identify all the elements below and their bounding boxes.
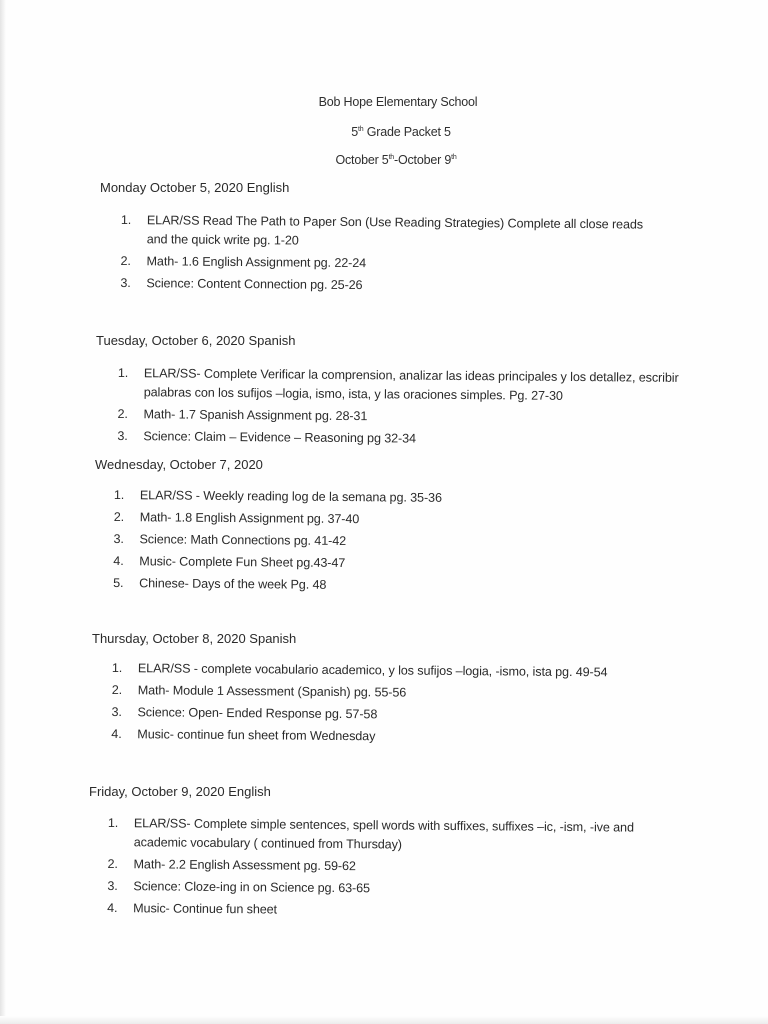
item-text: ELAR/SS- Complete simple sentences, spell words with suffixes, suffixes –ic, -ism, -ive and academic vocabulary ( continued from Thursday): [133, 816, 634, 852]
item-text: ELAR/SS Read The Path to Paper Son (Use Reading Strategies) Complete all close reads and the quick write pg. 1-20: [146, 213, 644, 248]
assignment-list-wednesday: [113, 486, 514, 599]
list-item: [113, 574, 513, 596]
item-number: 4.: [113, 553, 124, 569]
date-range-start-suffix: th: [388, 153, 395, 161]
item-text: Science: Cloze-ing in on Science pg. 63-65: [133, 879, 371, 896]
day-heading-tuesday: Tuesday, October 6, 2020 Spanish: [96, 333, 296, 348]
item-number: 1.: [111, 660, 123, 676]
item-text: Science: Claim – Evidence – Reasoning pg 32-34: [143, 429, 417, 446]
packet-grade-number: 5: [351, 125, 358, 139]
day-heading-friday: Friday, October 9, 2020 English: [89, 784, 271, 799]
packet-grade-text: Grade Packet 5: [363, 125, 451, 139]
list-item: [107, 899, 667, 923]
item-number: 2.: [111, 682, 123, 698]
item-number: 2.: [113, 509, 125, 525]
item-number: 1.: [117, 365, 129, 381]
list-item: [121, 211, 661, 254]
list-item: [112, 659, 672, 683]
item-number: 5.: [113, 575, 124, 591]
day-heading-thursday: Thursday, October 8, 2020 Spanish: [92, 631, 297, 646]
item-number: 3.: [120, 275, 131, 291]
item-number: 3.: [111, 704, 122, 720]
school-name: Bob Hope Elementary School: [318, 95, 478, 109]
list-item: [120, 252, 660, 276]
list-item: [114, 508, 514, 530]
item-text: Music- Complete Fun Sheet pg.43-47: [139, 554, 346, 571]
item-text: Math- 1.6 English Assignment pg. 22-24: [146, 254, 367, 271]
item-text: Music- continue fun sheet from Wednesday: [137, 727, 376, 744]
item-text: Music- Continue fun sheet: [133, 901, 278, 917]
item-number: 4.: [111, 726, 122, 742]
list-item: [107, 855, 667, 879]
assignment-list-thursday: [111, 659, 672, 752]
list-item: [120, 274, 660, 298]
day-heading-wednesday: Wednesday, October 7, 2020: [95, 457, 263, 472]
list-item: [113, 530, 513, 552]
item-text: Math- 1.7 Spanish Assignment pg. 28-31: [143, 407, 368, 424]
item-number: 3.: [113, 531, 124, 547]
list-item: [112, 681, 672, 705]
item-text: Math- 2.2 English Assessment pg. 59-62: [133, 857, 356, 874]
packet-title: [17, 125, 768, 139]
date-range: [12, 153, 768, 167]
item-text: Chinese- Days of the week Pg. 48: [139, 576, 327, 592]
day-heading-monday: Monday October 5, 2020 English: [100, 180, 290, 195]
item-number: 4.: [107, 900, 118, 916]
item-text: Math- Module 1 Assessment (Spanish) pg. 55-56: [137, 683, 407, 700]
date-range-end: -October 9: [394, 153, 452, 167]
list-item: [114, 486, 514, 508]
item-number: 2.: [107, 856, 118, 872]
item-text: Math- 1.8 English Assignment pg. 37-40: [139, 510, 360, 527]
list-item: [118, 364, 686, 407]
list-item: [117, 427, 685, 451]
assignment-list-monday: [120, 211, 661, 301]
item-number: 1.: [120, 212, 132, 228]
list-item: [107, 877, 667, 901]
item-number: 2.: [117, 406, 128, 422]
list-item: [111, 725, 671, 749]
assignment-list-friday: [107, 814, 668, 926]
packet-grade-suffix: th: [357, 125, 364, 133]
item-text: Science: Math Connections pg. 41-42: [139, 532, 347, 549]
list-item: [113, 552, 513, 574]
item-number: 1.: [107, 815, 119, 831]
list-item: [117, 405, 685, 429]
list-item: [111, 703, 671, 727]
item-text: ELAR/SS - complete vocabulario academico, y los sufijos –logia, -ismo, ista pg. 49-54: [137, 661, 608, 680]
item-text: ELAR/SS- Complete Verificar la comprension, analizar las ideas principales y los detallez, escribir palabras con los sufijos –logia, ismo, ista, y las oraciones simples. Pg. 27-30: [143, 366, 679, 403]
item-number: 1.: [113, 487, 125, 503]
item-text: Science: Open- Ended Response pg. 57-58: [137, 705, 378, 722]
item-number: 2.: [120, 253, 131, 269]
scan-edge-shadow: [0, 0, 6, 1024]
date-range-end-suffix: th: [451, 153, 457, 161]
scan-bottom-shadow: [0, 1016, 768, 1024]
item-number: 3.: [117, 428, 128, 444]
item-text: Science: Content Connection pg. 25-26: [146, 276, 363, 293]
list-item: [108, 814, 668, 857]
item-number: 3.: [107, 878, 118, 894]
item-text: ELAR/SS - Weekly reading log de la semana pg. 35-36: [139, 488, 442, 505]
assignment-list-tuesday: [117, 364, 686, 454]
date-range-start: October 5: [335, 153, 389, 167]
